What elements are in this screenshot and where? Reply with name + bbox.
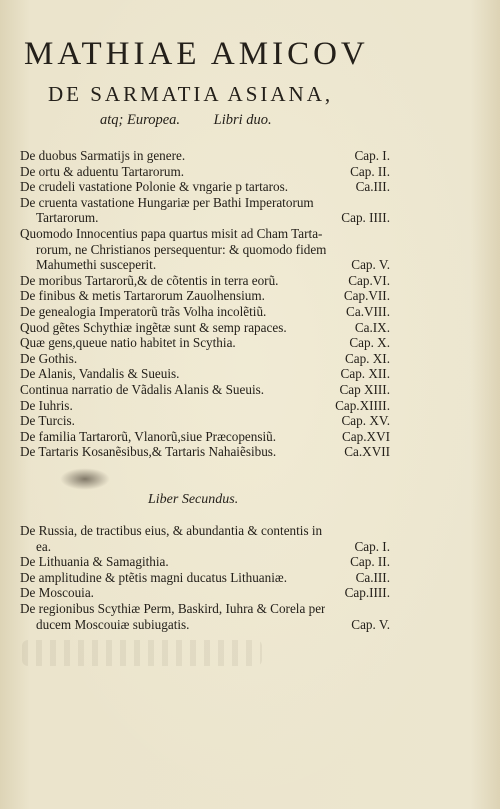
toc-entry-text: De cruenta vastatione Hungariæ per Bathi Imperatorum xyxy=(20,194,314,210)
toc-entry xyxy=(20,539,390,555)
toc-entry xyxy=(20,398,390,414)
toc-entry-chapter: Cap. XV. xyxy=(341,413,390,429)
toc-entry-chapter: Ca.XVII xyxy=(344,444,390,460)
toc-entry-text: Tartarorum. xyxy=(36,210,99,226)
toc-entry-text: De familia Tartarorũ, Vlanorũ,siue Præcopensiũ. xyxy=(20,428,277,444)
toc-entry-chapter: Ca.IX. xyxy=(354,319,390,335)
toc-entry-chapter: Cap.IIII. xyxy=(344,585,390,601)
toc-entry-chapter: Cap.XIIII. xyxy=(335,397,390,413)
toc-entry-text: Quæ gens,queue natio habitet in Scythia. xyxy=(20,335,236,351)
toc-entry-chapter: Cap. I. xyxy=(354,148,390,163)
toc-entry-text: De moribus Tartarorũ,& de cõtentis in terra eorũ. xyxy=(20,272,279,288)
ink-stain xyxy=(60,468,110,490)
toc-entry-chapter: Cap. II. xyxy=(350,554,390,570)
toc-entry-text: De Russia, de tractibus eius, & abundantia & contentis in xyxy=(20,523,323,538)
toc-entry-chapter: Ca.III. xyxy=(355,179,390,195)
book-subtitle-line xyxy=(100,113,340,128)
toc-entry-text: Mahumethi susceperit. xyxy=(36,257,157,273)
toc-entry-text: De Tartaris Kosanẽsibus,& Tartaris Nahaiẽsibus. xyxy=(20,444,277,460)
toc-entry-text: ea. xyxy=(36,538,52,554)
toc-entry xyxy=(20,242,390,258)
toc-entry-text: De Lithuania & Samagithia. xyxy=(20,554,169,570)
toc-entry-text: De finibus & metis Tartarorum Zauolhensium. xyxy=(20,288,265,304)
subtitle-region: atq; Europea. xyxy=(100,112,181,128)
toc-entry-chapter: Cap. I. xyxy=(354,538,390,554)
toc-entry xyxy=(20,226,390,242)
toc-entry-chapter: Cap. V. xyxy=(351,616,390,632)
toc-entry-chapter: Cap. XII. xyxy=(340,366,390,382)
toc-entry-chapter: Cap XIII. xyxy=(339,381,390,397)
toc-entry-text: Quod gẽtes Schythiæ ingẽtæ sunt & semp rapaces. xyxy=(20,319,287,335)
toc-entry xyxy=(20,195,390,211)
toc-entry xyxy=(20,335,390,351)
toc-entry-text: De regionibus Scythiæ Perm, Baskird, Iuhra & Corela per xyxy=(20,600,326,616)
toc-entry-text: rorum, ne Christianos persequentur: & quomodo fidem xyxy=(36,241,327,257)
toc-entry xyxy=(20,444,390,460)
toc-entry xyxy=(20,523,390,539)
toc-entry-chapter: Cap.VII. xyxy=(343,288,390,304)
toc-entry-chapter: Cap. XI. xyxy=(344,350,390,366)
toc-entry-text: De duobus Sarmatijs in genere. xyxy=(20,148,186,163)
toc-entry-text: De Moscouia. xyxy=(20,585,94,601)
book-title: MATHIAE AMICOV xyxy=(24,36,369,72)
toc-entry-text: Quomodo Innocentius papa quartus misit ad Cham Tarta- xyxy=(20,225,323,241)
toc-entry-chapter: Cap. II. xyxy=(350,163,390,179)
toc-entry xyxy=(20,585,390,601)
toc-entry-chapter: Cap.VI. xyxy=(348,272,390,288)
show-through-smudge xyxy=(22,640,262,666)
toc-entry xyxy=(20,554,390,570)
toc-entry-text: De Gothis. xyxy=(20,350,78,366)
toc-entry-text: Continua narratio de Vãdalis Alanis & Sueuis. xyxy=(20,381,265,397)
toc-entry-chapter: Cap. V. xyxy=(351,257,390,273)
toc-entry xyxy=(20,413,390,429)
toc-entry xyxy=(20,320,390,336)
toc-entry xyxy=(20,179,390,195)
toc-entry xyxy=(20,617,390,633)
toc-entry-chapter: Ca.III. xyxy=(355,569,390,585)
subtitle-volumes: Libri duo. xyxy=(213,112,272,128)
toc-entry xyxy=(20,273,390,289)
toc-entry-chapter: Cap. IIII. xyxy=(341,210,390,226)
toc-entry-chapter: Cap. X. xyxy=(349,335,390,351)
toc-entry xyxy=(20,366,390,382)
toc-entry xyxy=(20,164,390,180)
toc-entry-text: De genealogia Imperatorũ trãs Volha incolẽtiũ. xyxy=(20,303,267,319)
toc-entry xyxy=(20,304,390,320)
toc-entry-text: De crudeli vastatione Polonie & vngarie p tartaros. xyxy=(20,179,289,195)
toc-entry xyxy=(20,601,390,617)
toc-entry xyxy=(20,210,390,226)
toc-entry xyxy=(20,288,390,304)
toc-entry-text: ducem Moscouiæ subiugatis. xyxy=(36,616,190,632)
toc-entry-chapter: Cap.XVI xyxy=(342,428,390,444)
toc-entry-text: De Turcis. xyxy=(20,413,75,429)
toc-entry-text: De Alanis, Vandalis & Sueuis. xyxy=(20,366,180,382)
toc-entry xyxy=(20,429,390,445)
toc-entry xyxy=(20,351,390,367)
toc-entry xyxy=(20,257,390,273)
toc-entry xyxy=(20,382,390,398)
book-two-contents xyxy=(20,523,390,632)
book-subtitle: DE SARMATIA ASIANA, xyxy=(48,82,334,106)
book-two-heading: Liber Secundus. xyxy=(148,492,239,507)
toc-entry-chapter: Ca.VIII. xyxy=(346,303,390,319)
toc-entry xyxy=(20,570,390,586)
toc-entry-text: De Iuhris. xyxy=(20,397,73,413)
toc-entry-text: De ortu & aduentu Tartarorum. xyxy=(20,163,184,179)
toc-entry-text: De amplitudine & ptẽtis magni ducatus Lithuaniæ. xyxy=(20,569,288,585)
book-one-contents xyxy=(20,148,390,460)
toc-entry xyxy=(20,148,390,164)
